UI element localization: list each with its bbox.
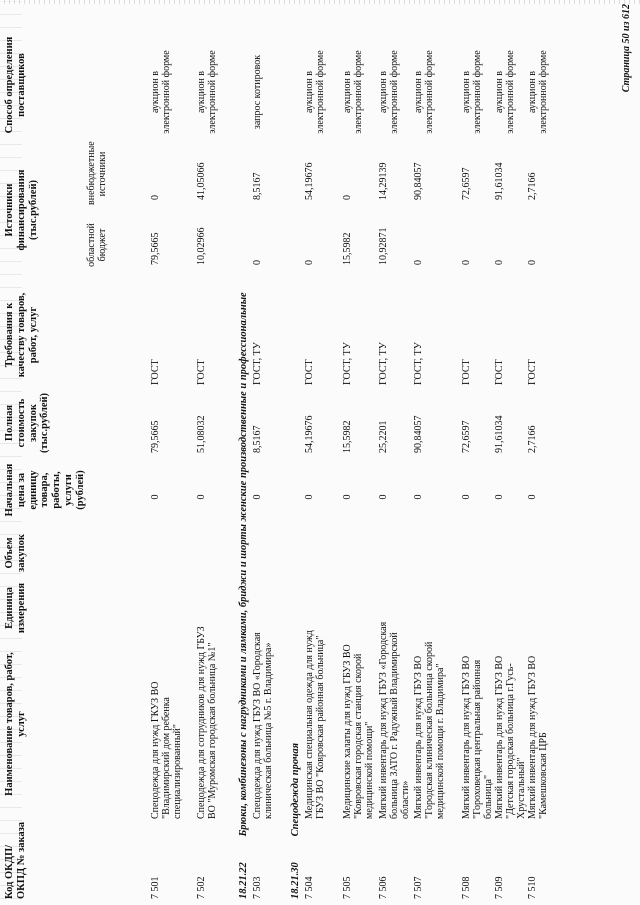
cell-method: аукцион в электронной форме	[304, 50, 327, 134]
header-method: Способ определения поставщиков	[4, 36, 27, 134]
cell-price: 0	[413, 494, 424, 500]
cell-method: аукцион в электронной форме	[413, 50, 436, 134]
section-code: 18.21.30	[290, 862, 301, 899]
cell-ext: 72,6597	[461, 167, 472, 200]
header-volume: Объем закупок	[4, 534, 27, 572]
cell-code: 7 502	[196, 876, 207, 899]
cell-req: ГОСТ, ТУ	[378, 342, 389, 385]
cell-code: 7 510	[527, 876, 538, 899]
cell-name: Спецодежда для сотрудников для нужд ГБУЗ ВО "Муромская городская больница №1"	[196, 626, 219, 819]
header-price: Начальная цена за единицу товара, работы, услуги (рублей)	[4, 463, 86, 517]
cell-ext: 54,19676	[304, 162, 315, 200]
cell-obl: 0	[527, 260, 538, 265]
cell-cost: 91,61034	[494, 415, 505, 453]
cell-code: 7 508	[461, 876, 472, 899]
header-cost: Полная стоимость закупок (тыс.рублей)	[4, 392, 51, 453]
cell-price: 0	[378, 494, 389, 500]
cell-cost: 79,5665	[150, 420, 161, 453]
cell-req: ГОСТ	[196, 359, 207, 385]
section-heading	[290, 219, 302, 899]
cell-method: аукцион в электронной форме	[461, 50, 484, 134]
section-title: Брюки, комбинезоны с нагрудниками и лямками, бриджи и шорты женские производственные и профессиональные	[238, 292, 249, 839]
cell-cost: 72,6597	[461, 420, 472, 453]
cell-code: 7 506	[378, 876, 389, 899]
cell-ext: 8,5167	[252, 172, 263, 200]
cell-req: ГОСТ	[494, 359, 505, 385]
section-title: Спецодежда прочая	[290, 742, 301, 839]
cell-req: ГОСТ, ТУ	[413, 342, 424, 385]
header-funding-obl: областной бюджет	[86, 223, 109, 267]
cell-method: аукцион в электронной форме	[527, 50, 550, 134]
cell-method: аукцион в электронной форме	[494, 50, 517, 134]
cell-obl: 0	[304, 260, 315, 265]
cell-ext: 41,05066	[196, 162, 207, 200]
cell-obl: 0	[494, 260, 505, 265]
cell-method: запрос котировок	[252, 54, 263, 130]
cell-req: ГОСТ, ТУ	[342, 342, 353, 385]
cell-name: Мягкий инвентарь для нужд ГБУЗ ВО "Гороховецкая центральная районная больница"	[461, 655, 495, 819]
cell-ext: 14,29139	[378, 162, 389, 200]
cell-price: 0	[304, 494, 315, 500]
cell-ext: 90,84057	[413, 162, 424, 200]
page-footer: Страница 50 из 612	[620, 4, 632, 93]
cell-code: 7 505	[342, 876, 353, 899]
cell-name: Мягкий инвентарь для нужд ГБУЗ ВО "Камешковская ЦРБ	[527, 655, 550, 819]
cell-obl: 0	[252, 260, 263, 265]
cell-price: 0	[342, 494, 353, 500]
cell-price: 0	[150, 494, 161, 500]
header-funding-ext: внебюджетные источники	[86, 141, 109, 205]
section-heading	[238, 219, 250, 899]
cell-method: аукцион в электронной форме	[378, 50, 401, 134]
cell-code: 7 509	[494, 876, 505, 899]
cell-req: ГОСТ	[527, 359, 538, 385]
cell-price: 0	[252, 494, 263, 500]
cell-cost: 2,7166	[527, 425, 538, 453]
cell-ext: 2,7166	[527, 172, 538, 200]
section-code: 18.21.22	[238, 862, 249, 899]
cell-req: ГОСТ	[304, 359, 315, 385]
cell-code: 7 501	[150, 876, 161, 899]
cell-req: ГОСТ, ТУ	[252, 342, 263, 385]
cell-code: 7 503	[252, 876, 263, 899]
cell-name: Мягкий инвентарь для нужд ГБУЗ ВО "Городская клиническая больница скорой медицинской помощи г. Владимира"	[413, 641, 447, 819]
cell-name: Медицинские халаты для нужд ГБУЗ ВО "Ковровская городская станция скорой медицинской помощи"	[342, 644, 376, 819]
cell-ext: 0	[150, 195, 161, 200]
cell-method: аукцион в электронной форме	[342, 50, 365, 134]
cell-code: 7 504	[304, 876, 315, 899]
header-requirements: Требования к качеству товаров, работ, услуг	[4, 292, 39, 378]
cell-name: Спецодежда для нужд ГКУЗ ВО "Владимирский дом ребенка специализированный"	[150, 681, 184, 819]
cell-name: Спецодежда для нужд ГБУЗ ВО «Городская клиническая больница №5 г. Владимира»	[252, 632, 275, 819]
cell-name: Медицинская специальная одежда для нужд ГБУЗ ВО "Ковровская районная больница"	[304, 630, 327, 819]
cell-req: ГОСТ	[461, 359, 472, 385]
cell-price: 0	[196, 494, 207, 500]
header-unit: Единица измерения	[4, 582, 27, 634]
cell-price: 0	[494, 494, 505, 500]
cell-cost: 54,19676	[304, 415, 315, 453]
cell-cost: 25,2201	[378, 420, 389, 453]
cell-obl: 0	[461, 260, 472, 265]
cell-method: аукцион в электронной форме	[196, 50, 219, 134]
cell-obl: 0	[413, 260, 424, 265]
cell-name: Мягкий инвентарь для нужд ГБУЗ ВО "Детская городская больница г.Гусь-Хрустальный"	[494, 655, 528, 819]
header-name: Наименование товаров, работ, услуг	[4, 652, 27, 796]
cell-req: ГОСТ	[150, 359, 161, 385]
cell-code: 7 507	[413, 876, 424, 899]
header-code: Код ОКДП/ ОКПД № заказа	[4, 821, 27, 899]
cell-price: 0	[461, 494, 472, 500]
cell-ext: 0	[342, 195, 353, 200]
cell-cost: 8,5167	[252, 425, 263, 453]
cell-price: 0	[527, 494, 538, 500]
cell-obl: 15,5982	[342, 232, 353, 265]
cell-cost: 51,08032	[196, 415, 207, 453]
cell-cost: 90,84057	[413, 415, 424, 453]
cell-method: аукцион в электронной форме	[150, 50, 173, 134]
cell-obl: 79,5665	[150, 232, 161, 265]
cell-obl: 10,02966	[196, 227, 207, 265]
cell-name: Мягкий инвентарь для нужд ГБУЗ «Городская больница ЗАТО г. Радужный Владимирской области»	[378, 621, 412, 819]
cell-cost: 15,5982	[342, 420, 353, 453]
cell-ext: 91,61034	[494, 162, 505, 200]
cell-obl: 10,92871	[378, 227, 389, 265]
header-funding: Источники финансирования (тыс.рублей)	[4, 169, 39, 251]
